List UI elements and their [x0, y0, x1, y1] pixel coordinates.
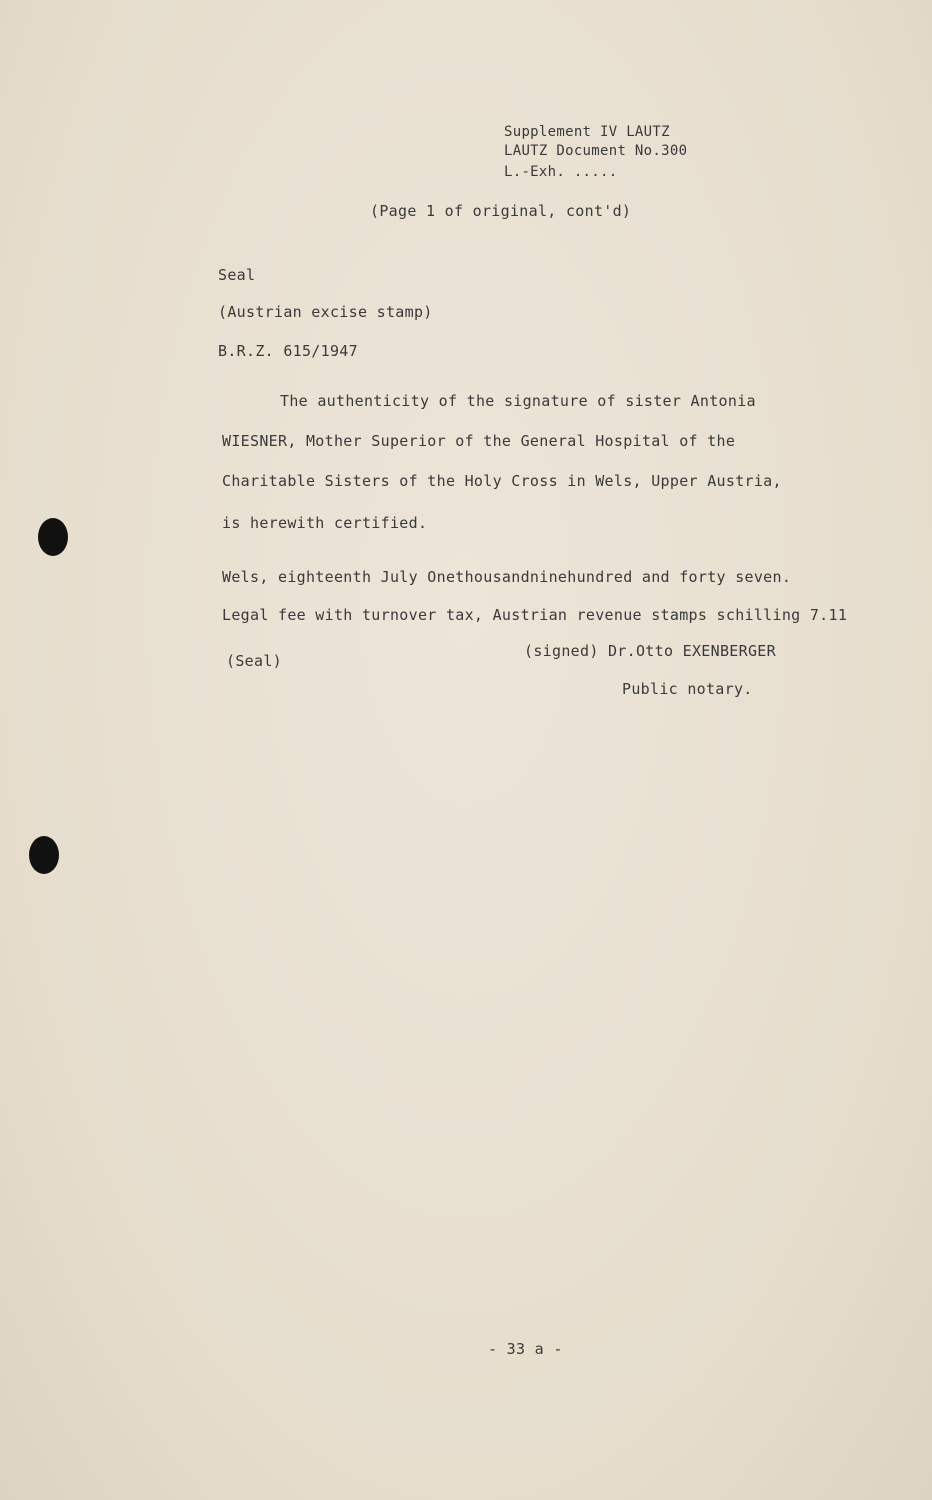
- seal-label-2: (Seal): [226, 652, 282, 670]
- header-supplement: Supplement IV LAUTZ: [504, 124, 670, 140]
- register-reference: B.R.Z. 615/1947: [218, 342, 358, 360]
- date-line: Wels, eighteenth July Onethousandninehundred and forty seven.: [222, 568, 792, 586]
- seal-label: Seal: [218, 266, 256, 284]
- fee-line: Legal fee with turnover tax, Austrian revenue stamps schilling 7.11: [222, 606, 848, 624]
- notary-title: Public notary.: [622, 680, 753, 698]
- page-number: - 33 a -: [488, 1340, 563, 1358]
- signature-line: (signed) Dr.Otto EXENBERGER: [524, 642, 776, 660]
- header-exhibit: L.-Exh. .....: [504, 164, 618, 180]
- certification-line-2: WIESNER, Mother Superior of the General Hospital of the: [222, 432, 736, 450]
- certification-line-4: is herewith certified.: [222, 514, 428, 532]
- excise-stamp-label: (Austrian excise stamp): [218, 303, 433, 321]
- header-document-number: LAUTZ Document No.300: [504, 143, 688, 159]
- punch-hole-bottom: [29, 836, 59, 874]
- certification-line-1: The authenticity of the signature of sister Antonia: [280, 392, 756, 410]
- certification-line-3: Charitable Sisters of the Holy Cross in Wels, Upper Austria,: [222, 472, 782, 490]
- punch-hole-top: [38, 518, 68, 556]
- page-reference: (Page 1 of original, cont'd): [370, 202, 632, 220]
